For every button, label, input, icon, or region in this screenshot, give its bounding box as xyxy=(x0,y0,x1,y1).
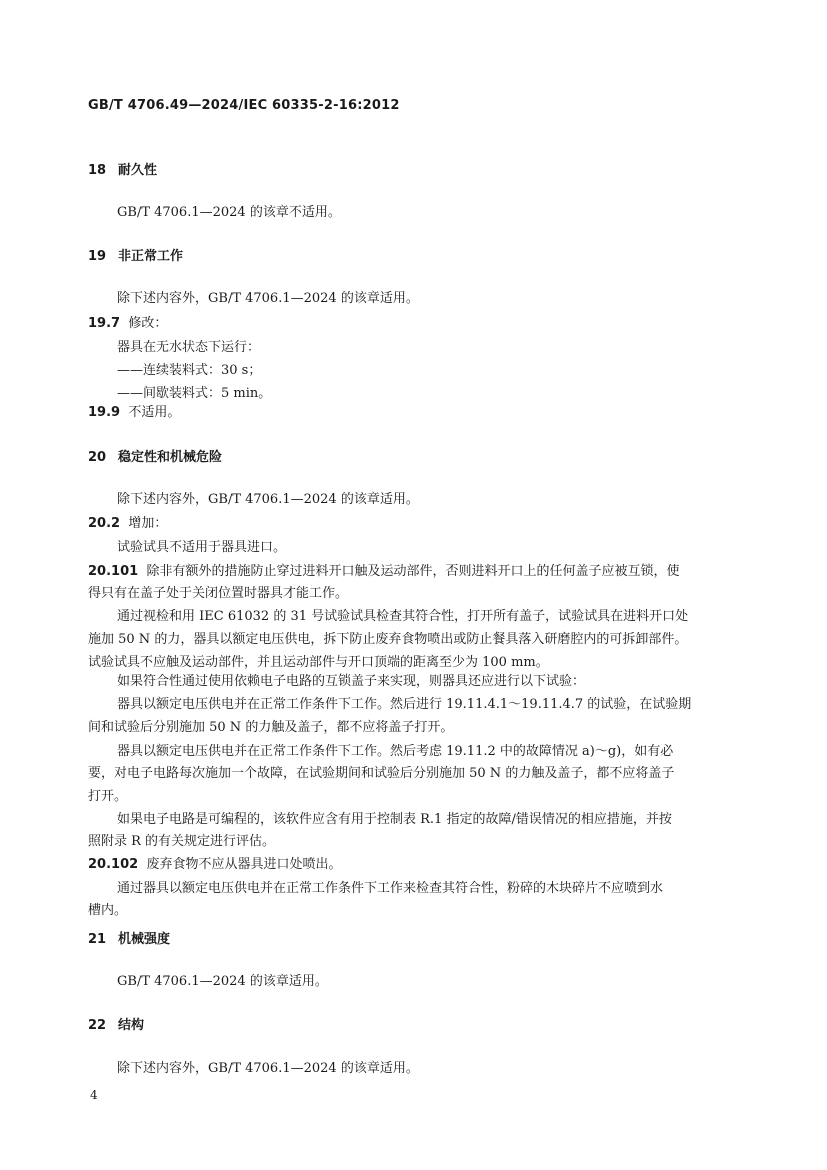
clause-20-2 xyxy=(88,515,167,533)
paragraph-line: 如果电子电路是可编程的，该软件应含有用于控制表 R.1 指定的故障/错误情况的相应措施，并按 xyxy=(117,812,672,827)
paragraph-line: 得只有在盖子处于关闭位置时器具才能工作。 xyxy=(88,586,349,601)
list-item: ——连续装料式：30 s； xyxy=(117,363,262,378)
paragraph-line: 槽内。 xyxy=(88,903,128,918)
paragraph-line: 试验试具不应触及运动部件，并且运动部件与开口顶端的距离至少为 100 mm。 xyxy=(88,655,549,670)
paragraph: 试验试具不适用于器具进口。 xyxy=(117,540,287,555)
section-title: 稳定性和机械危险 xyxy=(118,450,223,465)
section-title: 耐久性 xyxy=(118,163,158,178)
page-number: 4 xyxy=(90,1088,98,1102)
paragraph-line: 间和试验后分别施加 50 N 的力触及盖子，都不应将盖子打开。 xyxy=(88,720,454,735)
standard-code-header: GB/T 4706.49—2024/IEC 60335-2-16:2012 xyxy=(88,98,400,113)
paragraph-line: 器具以额定电压供电并在正常工作条件下工作。然后考虑 19.11.2 中的故障情况 a)～g)，如有必 xyxy=(117,744,674,759)
clause-19-7 xyxy=(88,315,167,333)
paragraph: 除下述内容外，GB/T 4706.1—2024 的该章适用。 xyxy=(117,1061,419,1076)
clause-text: 修改： xyxy=(128,316,168,331)
section-19-heading xyxy=(88,248,183,266)
paragraph-line: 器具以额定电压供电并在正常工作条件下工作。然后进行 19.11.4.1～19.11.4.7 的试验，在试验期 xyxy=(117,697,692,712)
paragraph: GB/T 4706.1—2024 的该章适用。 xyxy=(117,974,328,989)
paragraph-line: 要，对电子电路每次施加一个故障，在试验期间和试验后分别施加 50 N 的力触及盖子，都不应将盖子 xyxy=(88,766,675,781)
clause-20-101 xyxy=(88,563,679,581)
paragraph-line: 施加 50 N 的力，器具以额定电压供电，拆下防止废弃食物喷出或防止餐具落入研磨腔内的可拆卸部件。 xyxy=(88,632,688,647)
section-title: 结构 xyxy=(118,1018,145,1033)
clause-number: 19.7 xyxy=(88,316,121,331)
section-number: 20 xyxy=(88,450,107,465)
paragraph: 除下述内容外，GB/T 4706.1—2024 的该章适用。 xyxy=(117,291,419,306)
section-22-heading xyxy=(88,1017,144,1035)
section-number: 21 xyxy=(88,932,107,947)
paragraph: 如果符合性通过使用依赖电子电路的互锁盖子来实现，则器具还应进行以下试验： xyxy=(117,674,586,689)
section-title: 机械强度 xyxy=(118,932,171,947)
paragraph: GB/T 4706.1—2024 的该章不适用。 xyxy=(117,205,341,220)
section-number: 19 xyxy=(88,249,107,264)
clause-text: 不适用。 xyxy=(128,405,181,420)
section-number: 18 xyxy=(88,163,107,178)
section-title: 非正常工作 xyxy=(118,249,184,264)
paragraph-line: 照附录 R 的有关规定进行评估。 xyxy=(88,834,276,849)
clause-text: 废弃食物不应从器具进口处喷出。 xyxy=(146,857,342,872)
section-20-heading xyxy=(88,449,222,467)
clause-number: 20.2 xyxy=(88,516,121,531)
clause-20-102 xyxy=(88,856,341,874)
clause-19-9 xyxy=(88,404,180,422)
section-21-heading xyxy=(88,931,170,949)
clause-number: 20.102 xyxy=(88,857,139,872)
paragraph: 器具在无水状态下运行： xyxy=(117,340,261,355)
list-item: ——间歇装料式：5 min。 xyxy=(117,386,272,401)
clause-number: 20.101 xyxy=(88,564,139,579)
paragraph: 除下述内容外，GB/T 4706.1—2024 的该章适用。 xyxy=(117,492,419,507)
section-number: 22 xyxy=(88,1018,107,1033)
paragraph-line: 通过视检和用 IEC 61032 的 31 号试验试具检查其符合性，打开所有盖子，试验试具在进料开口处 xyxy=(117,609,689,624)
clause-number: 19.9 xyxy=(88,405,121,420)
clause-text: 增加： xyxy=(128,516,168,531)
paragraph-line: 打开。 xyxy=(88,789,128,804)
paragraph-line: 通过器具以额定电压供电并在正常工作条件下工作来检查其符合性，粉碎的木块碎片不应喷到水 xyxy=(117,881,664,896)
clause-text: 除非有额外的措施防止穿过进料开口触及运动部件，否则进料开口上的任何盖子应被互锁，使 xyxy=(146,564,680,579)
section-18-heading xyxy=(88,162,157,180)
